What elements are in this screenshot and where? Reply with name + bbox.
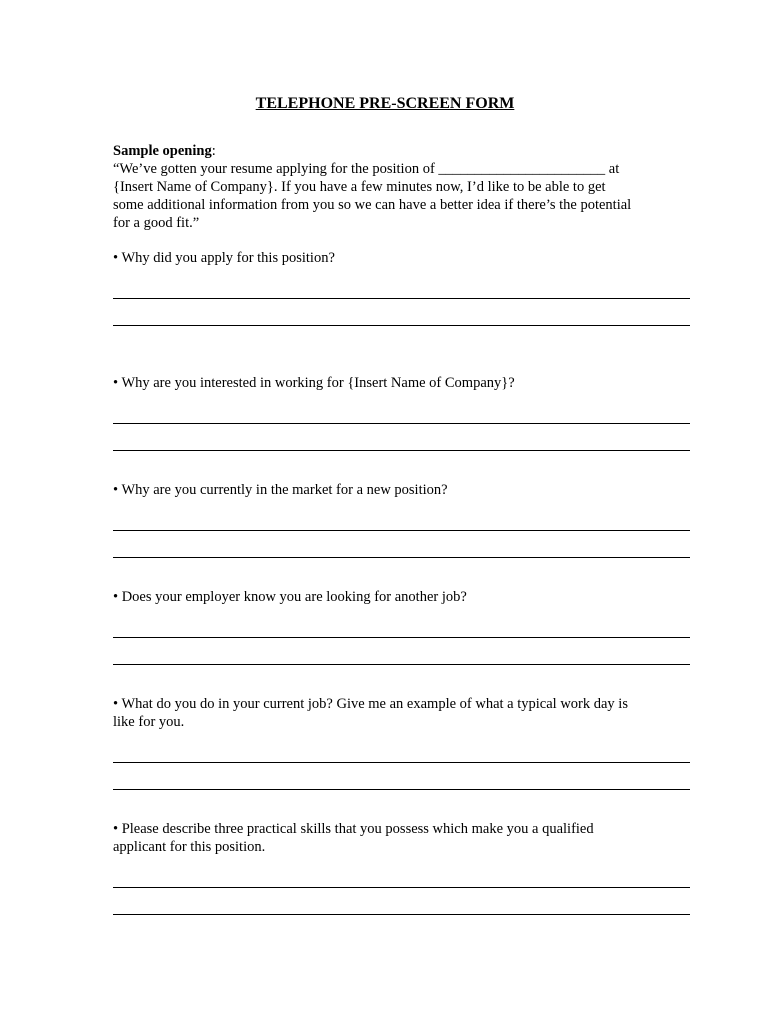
answer-line-3a[interactable] — [113, 530, 690, 531]
answer-line-5b[interactable] — [113, 789, 690, 790]
answer-line-2a[interactable] — [113, 423, 690, 424]
page-title: TELEPHONE PRE-SCREEN FORM — [255, 95, 515, 112]
answer-line-6b[interactable] — [113, 914, 690, 915]
question-1-text: • Why did you apply for this position? — [113, 250, 335, 266]
answer-line-1b[interactable] — [113, 325, 690, 326]
question-4-text: • Does your employer know you are looking for another job? — [113, 589, 467, 605]
answer-line-2b[interactable] — [113, 450, 690, 451]
question-5-text-line-2: like for you. — [113, 714, 185, 730]
question-6-text-line-1: • Please describe three practical skills that you possess which make you a qualified — [113, 821, 594, 837]
question-6-text-line-2: applicant for this position. — [113, 839, 266, 855]
question-5-text-line-1: • What do you do in your current job? Give me an example of what a typical work day is — [113, 696, 628, 712]
sample-opening-text-line-3: some additional information from you so we can have a better idea if there’s the potential — [113, 197, 632, 213]
question-2-text: • Why are you interested in working for {Insert Name of Company}? — [113, 375, 515, 391]
sample-opening-line-1 — [113, 142, 673, 160]
answer-line-4a[interactable] — [113, 637, 690, 638]
answer-line-6a[interactable] — [113, 887, 690, 888]
sample-opening-text-line-4: for a good fit.” — [113, 215, 200, 231]
answer-line-5a[interactable] — [113, 762, 690, 763]
sample-opening-text-line-1: “We’ve gotten your resume applying for the position of _______________________ at — [113, 161, 620, 177]
sample-opening — [113, 142, 673, 232]
question-3-text: • Why are you currently in the market for a new position? — [113, 482, 448, 498]
question-2 — [113, 374, 673, 392]
question-5 — [113, 695, 673, 731]
question-1 — [113, 249, 673, 267]
question-3 — [113, 481, 673, 499]
answer-line-3b[interactable] — [113, 557, 690, 558]
answer-line-4b[interactable] — [113, 664, 690, 665]
sample-opening-label-colon: : — [211, 143, 216, 159]
question-4 — [113, 588, 673, 606]
question-6 — [113, 820, 673, 856]
sample-opening-text-line-2: {Insert Name of Company}. If you have a few minutes now, I’d like to be able to get — [113, 179, 606, 195]
answer-line-1a[interactable] — [113, 298, 690, 299]
sample-opening-label: Sample opening — [113, 143, 212, 159]
